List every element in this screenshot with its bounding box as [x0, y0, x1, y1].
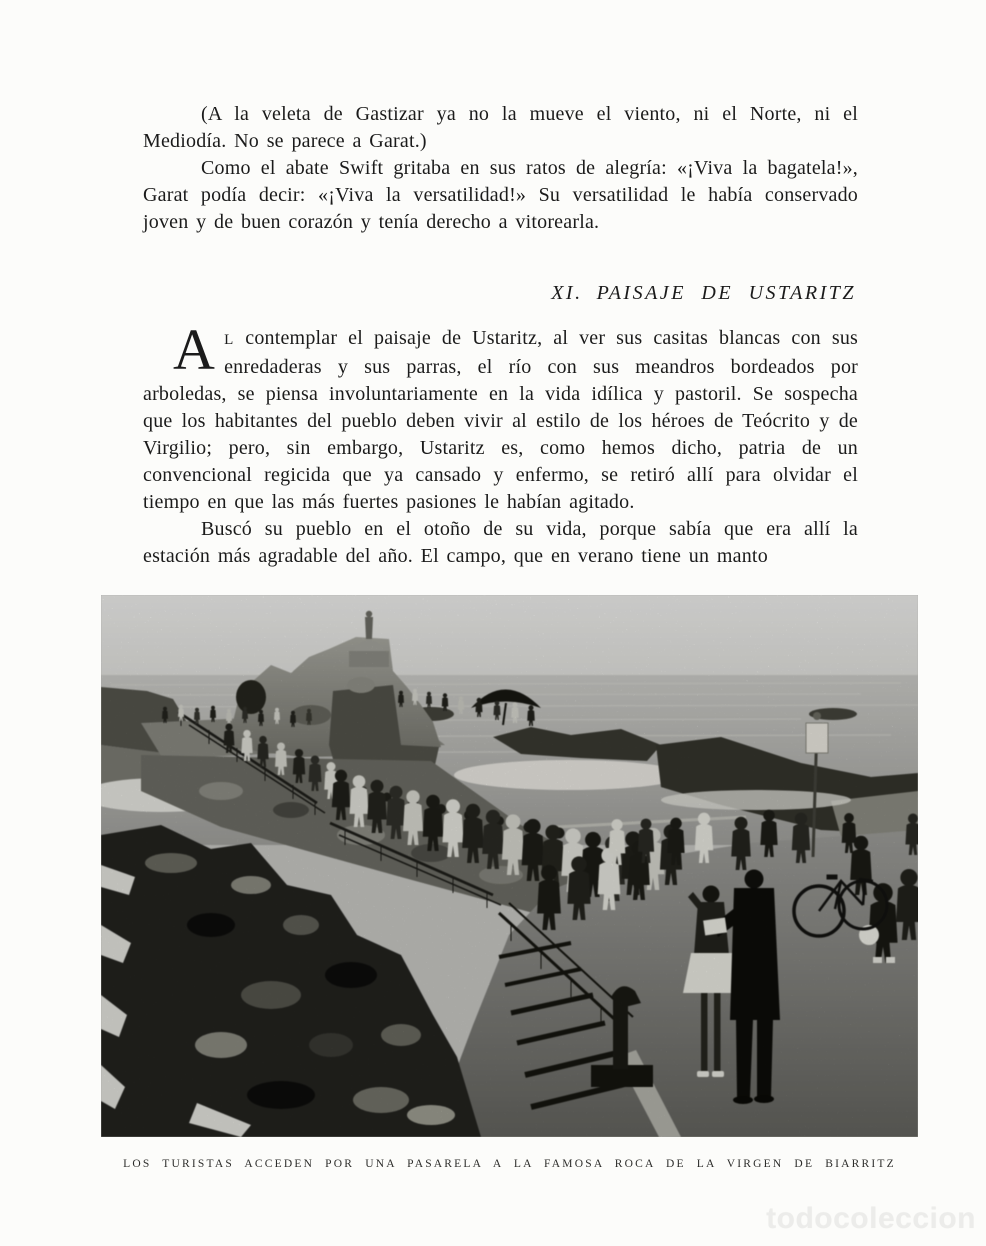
film-grain-overlay	[101, 595, 918, 1137]
section-heading	[143, 280, 856, 307]
paragraph: Como el abate Swift gritaba en sus ratos de alegría: «¡Viva la bagatela!», Garat podía decir: «¡Viva la versatilidad!» Su versatilidad le había conservado joven y de buen corazón y tenía derecho a vitorearla.	[143, 157, 858, 233]
photo-caption: LOS TURISTAS ACCEDEN POR UNA PASARELA A LA FAMOSA ROCA DE LA VIRGEN DE BIARRITZ	[123, 1158, 896, 1170]
photo-illustration	[101, 595, 918, 1137]
photo-rocher-de-la-vierge	[101, 595, 918, 1137]
chapter-title: PAISAJE DE USTARITZ	[596, 282, 856, 304]
chapter-number: XI.	[551, 282, 583, 304]
watermark: todocoleccion	[766, 1202, 976, 1235]
small-cap: L	[224, 332, 235, 348]
paragraph: Buscó su pueblo en el otoño de su vida, porque sabía que era allí la estación más agradable del año. El campo, que en verano tiene un manto	[143, 518, 858, 567]
paragraph-text: contemplar el paisaje de Ustaritz, al ver sus casitas blancas con sus enredaderas y sus parras, el río con sus meandros bordeados por arboledas, se piensa involuntariamente en la vida idílica y pastoril. Se sospecha que los habitantes del pueblo deben vivir al estilo de los héroes de Teócrito y de Virgilio; pero, sin embargo, Ustaritz es, como hemos dicho, patria de un convencional regicida que ya cansado y enfermo, se retiró allí para olvidar el tiempo en que las más fuertes pasiones le habían agitado.	[143, 327, 858, 513]
drop-cap: A	[173, 317, 216, 382]
text-block	[143, 101, 858, 570]
paragraph-dropcap	[143, 317, 858, 516]
paragraph: (A la veleta de Gastizar ya no la mueve el viento, ni el Norte, ni el Mediodía. No se parece a Garat.)	[143, 103, 858, 152]
